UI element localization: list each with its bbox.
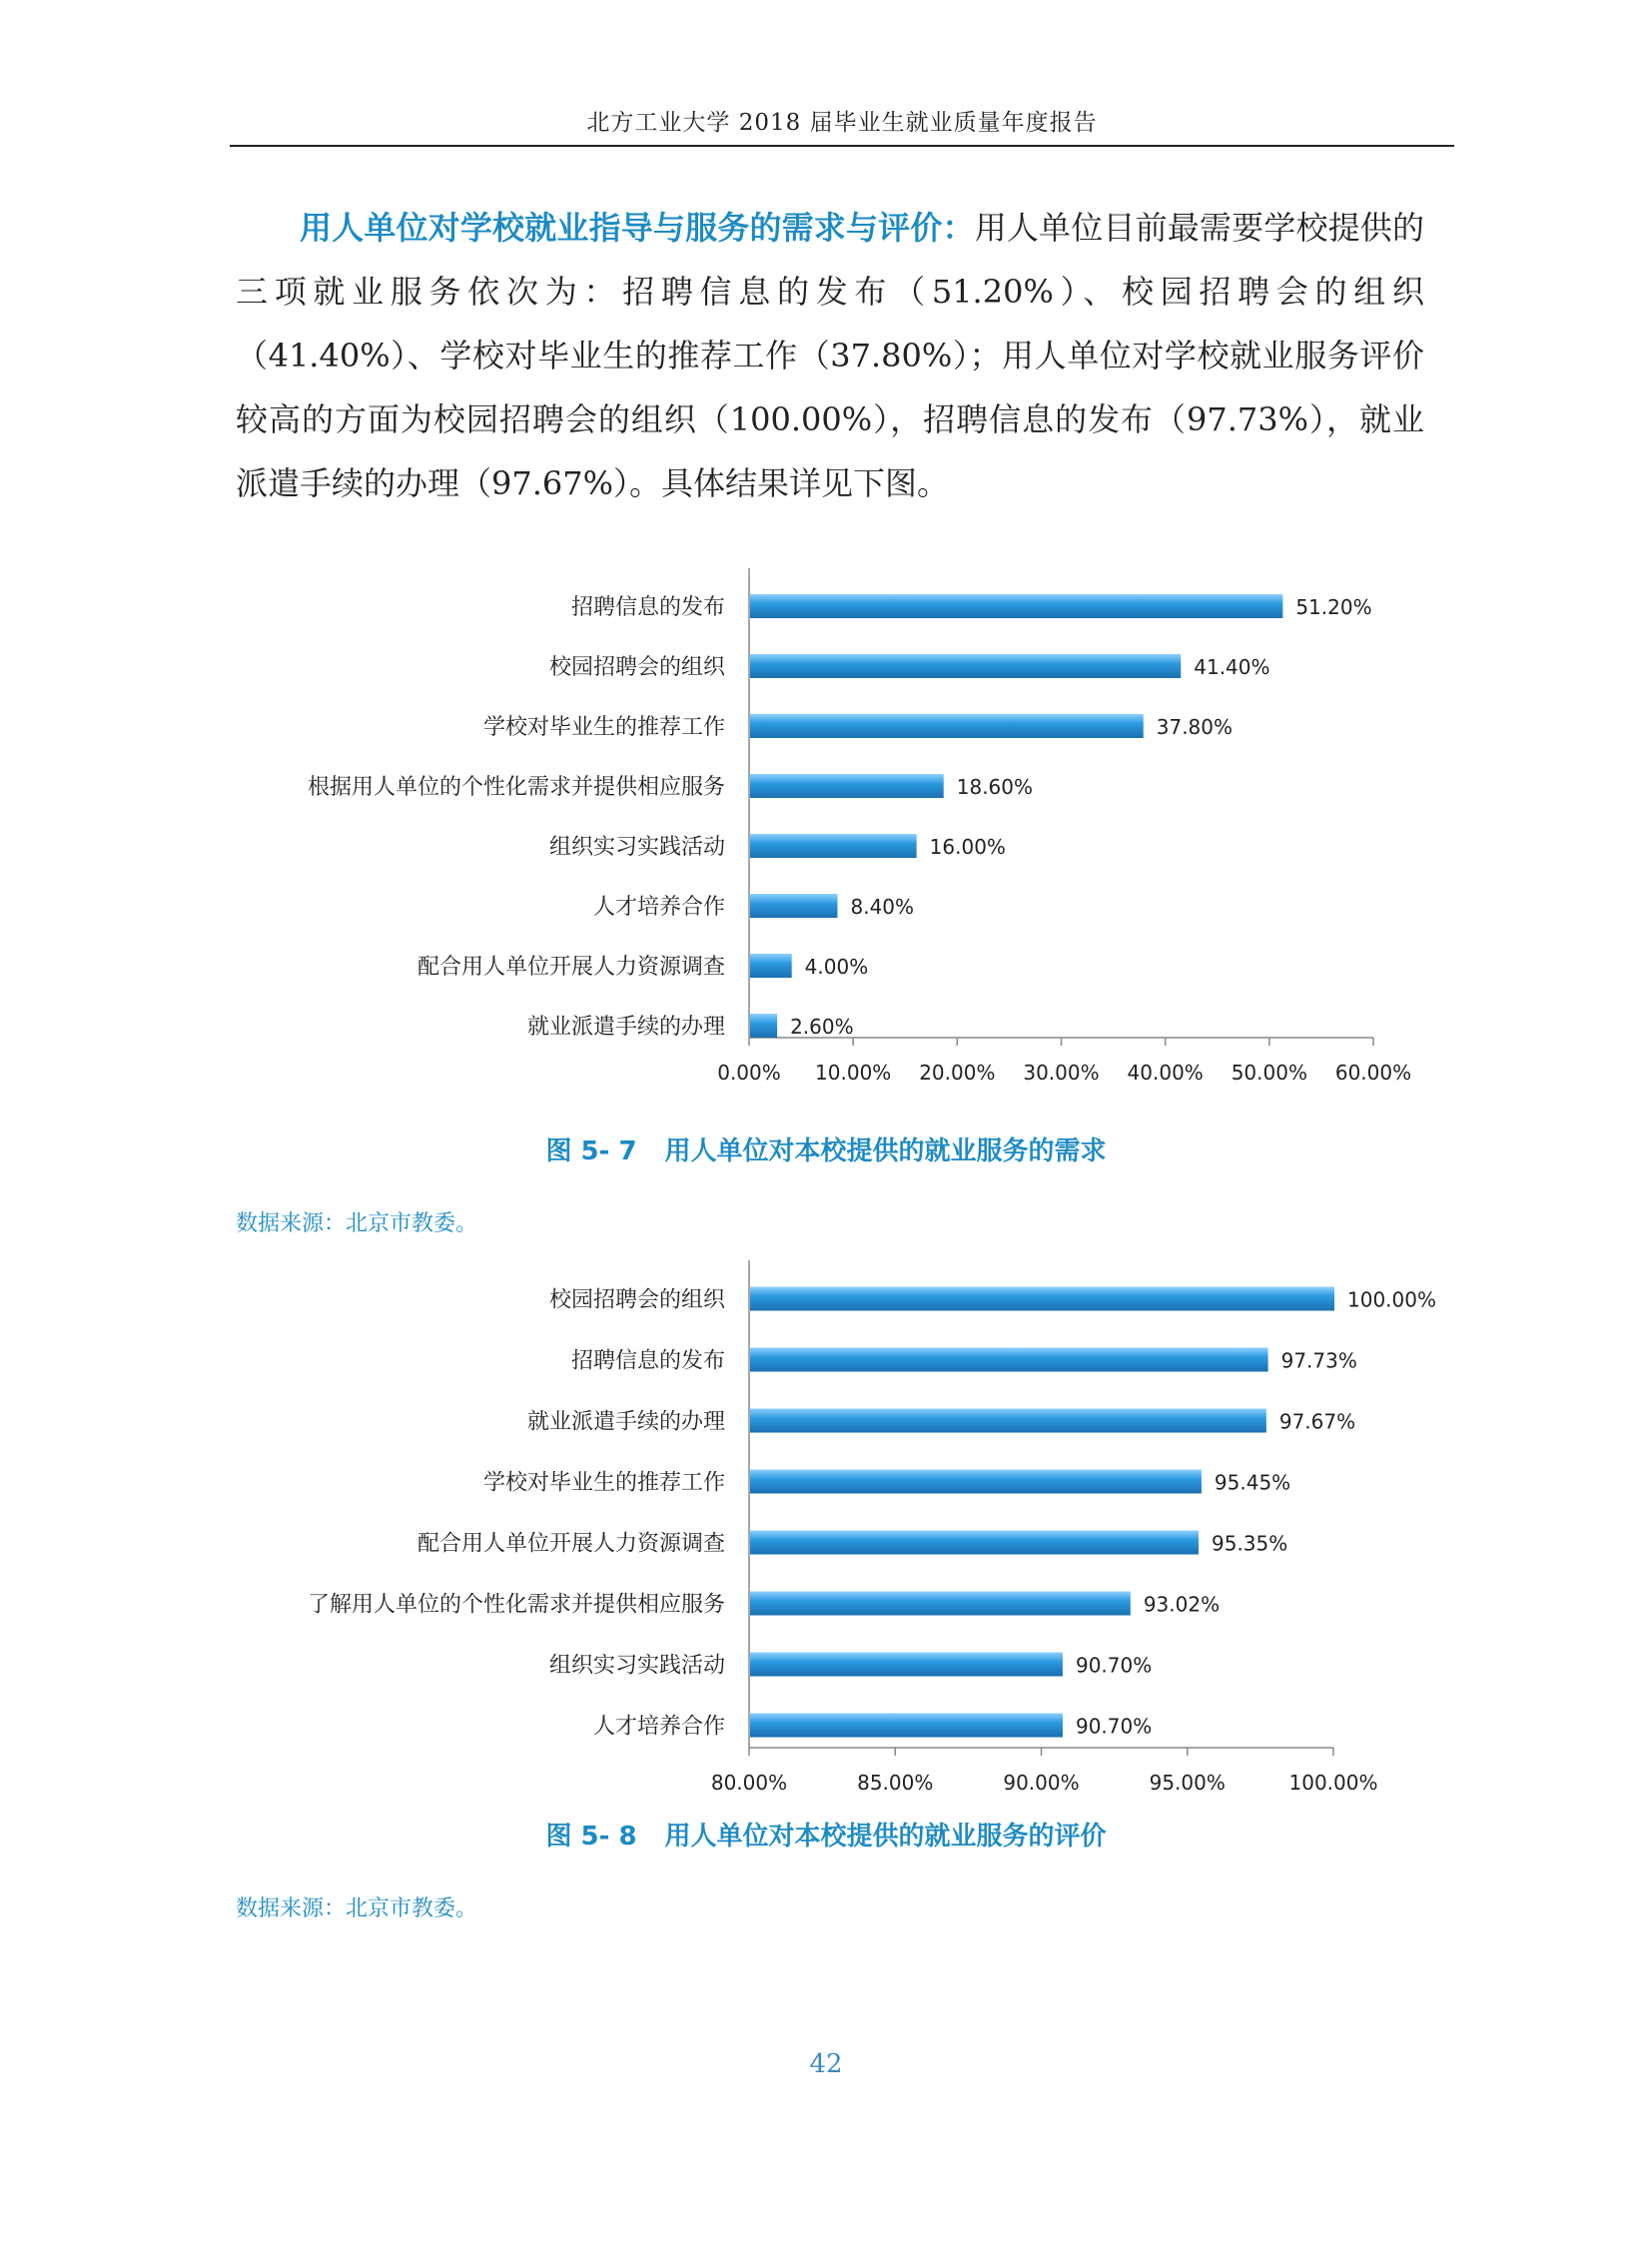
x-tick-label: 10.00% <box>815 1061 892 1085</box>
data-label: 90.70% <box>1075 1653 1153 1678</box>
x-tick-label: 30.00% <box>1023 1061 1100 1085</box>
x-tick-label: 85.00% <box>857 1771 934 1795</box>
x-tick-label: 20.00% <box>919 1061 996 1085</box>
bar <box>750 654 1181 678</box>
x-tick-label: 40.00% <box>1127 1061 1204 1085</box>
figure1-caption <box>0 1130 1652 1167</box>
header-rule <box>230 145 1454 147</box>
evaluation-bar-chart <box>230 1250 1454 1810</box>
category-label: 根据用人单位的个性化需求并提供相应服务 <box>307 775 725 800</box>
category-label: 配合用人单位开展人力资源调查 <box>416 955 725 980</box>
category-label: 招聘信息的发布 <box>570 595 725 620</box>
data-label: 37.80% <box>1156 715 1234 739</box>
category-label: 组织实习实践活动 <box>548 1653 725 1679</box>
bar <box>750 594 1282 618</box>
figure1-title: 用人单位对本校提供的就业服务的需求 <box>664 1136 1107 1166</box>
paragraph-body: 用人单位目前最需要学校提供的三项就业服务依次为：招聘信息的发布（51.20%）、校园招聘会的组织（41.40%）、学校对毕业生的推荐工作（37.80%）；用人单位对学校就业服务评价较高的方面为校园招聘会的组织（100.00%），招聘信息的发布（97.73%），就业派遣手续的办理（97.67%）。具体结果详见下图。 <box>236 209 1424 502</box>
figure1-number: 图 5- 7 <box>545 1136 637 1166</box>
category-label: 配合用人单位开展人力资源调查 <box>416 1531 725 1557</box>
category-label: 学校对毕业生的推荐工作 <box>482 1470 725 1496</box>
x-tick-label: 80.00% <box>710 1771 788 1795</box>
x-tick-label: 100.00% <box>1288 1771 1378 1795</box>
bar <box>750 1531 1199 1555</box>
paragraph-indent <box>236 209 300 247</box>
bar <box>750 1409 1266 1433</box>
data-label: 4.00% <box>804 955 869 979</box>
category-label: 就业派遣手续的办理 <box>526 1015 725 1040</box>
data-label: 97.67% <box>1278 1409 1356 1434</box>
data-label: 93.02% <box>1143 1592 1221 1617</box>
category-label: 人才培养合作 <box>592 895 725 920</box>
category-label: 人才培养合作 <box>592 1714 725 1740</box>
category-label: 就业派遣手续的办理 <box>526 1409 725 1435</box>
data-label: 18.60% <box>956 775 1034 799</box>
bar <box>750 1592 1131 1616</box>
bar <box>750 1014 777 1038</box>
x-tick-label: 50.00% <box>1231 1061 1307 1085</box>
evaluation-chart-svg <box>230 1250 1454 1810</box>
data-label: 100.00% <box>1347 1287 1436 1312</box>
page-number: 42 <box>809 2049 843 2079</box>
data-label: 8.40% <box>850 895 915 919</box>
paragraph-lead: 用人单位对学校就业指导与服务的需求与评价： <box>300 209 975 247</box>
data-label: 51.20% <box>1295 595 1372 619</box>
category-label: 校园招聘会的组织 <box>548 1287 725 1313</box>
body-paragraph <box>236 196 1424 515</box>
category-label: 校园招聘会的组织 <box>548 655 725 680</box>
figure2-number: 图 5- 8 <box>545 1822 637 1852</box>
demand-bar-chart <box>230 564 1454 1104</box>
figure2-caption <box>0 1816 1652 1853</box>
figure2-title: 用人单位对本校提供的就业服务的评价 <box>664 1822 1107 1852</box>
x-tick-label: 95.00% <box>1149 1771 1226 1795</box>
bar <box>750 1714 1063 1738</box>
x-tick-label: 60.00% <box>1334 1061 1412 1085</box>
x-tick-label: 90.00% <box>1003 1771 1080 1795</box>
bar <box>750 834 917 858</box>
category-label: 组织实习实践活动 <box>548 835 725 860</box>
category-label: 招聘信息的发布 <box>570 1348 725 1374</box>
data-label: 95.45% <box>1214 1470 1291 1495</box>
data-label: 90.70% <box>1075 1714 1153 1739</box>
bar <box>750 1287 1334 1311</box>
data-label: 41.40% <box>1194 655 1270 679</box>
data-label: 95.35% <box>1211 1531 1288 1556</box>
bar <box>750 714 1144 738</box>
data-label: 16.00% <box>929 835 1006 859</box>
data-label: 97.73% <box>1280 1348 1357 1373</box>
category-label: 学校对毕业生的推荐工作 <box>482 715 725 740</box>
bar <box>750 1653 1063 1677</box>
data-label: 2.60% <box>790 1015 854 1039</box>
bar <box>750 1348 1268 1372</box>
figure1-source: 数据来源：北京市教委。 <box>236 1211 478 1236</box>
bar <box>750 774 944 798</box>
page-header: 北方工业大学 2018 届毕业生就业质量年度报告 <box>586 110 1098 136</box>
category-label: 了解用人单位的个性化需求并提供相应服务 <box>307 1592 725 1618</box>
demand-chart-svg <box>230 564 1454 1104</box>
bar <box>750 1470 1202 1494</box>
bar <box>750 894 838 918</box>
figure2-source: 数据来源：北京市教委。 <box>236 1896 478 1921</box>
bar <box>750 954 792 978</box>
x-tick-label: 0.00% <box>717 1061 781 1085</box>
